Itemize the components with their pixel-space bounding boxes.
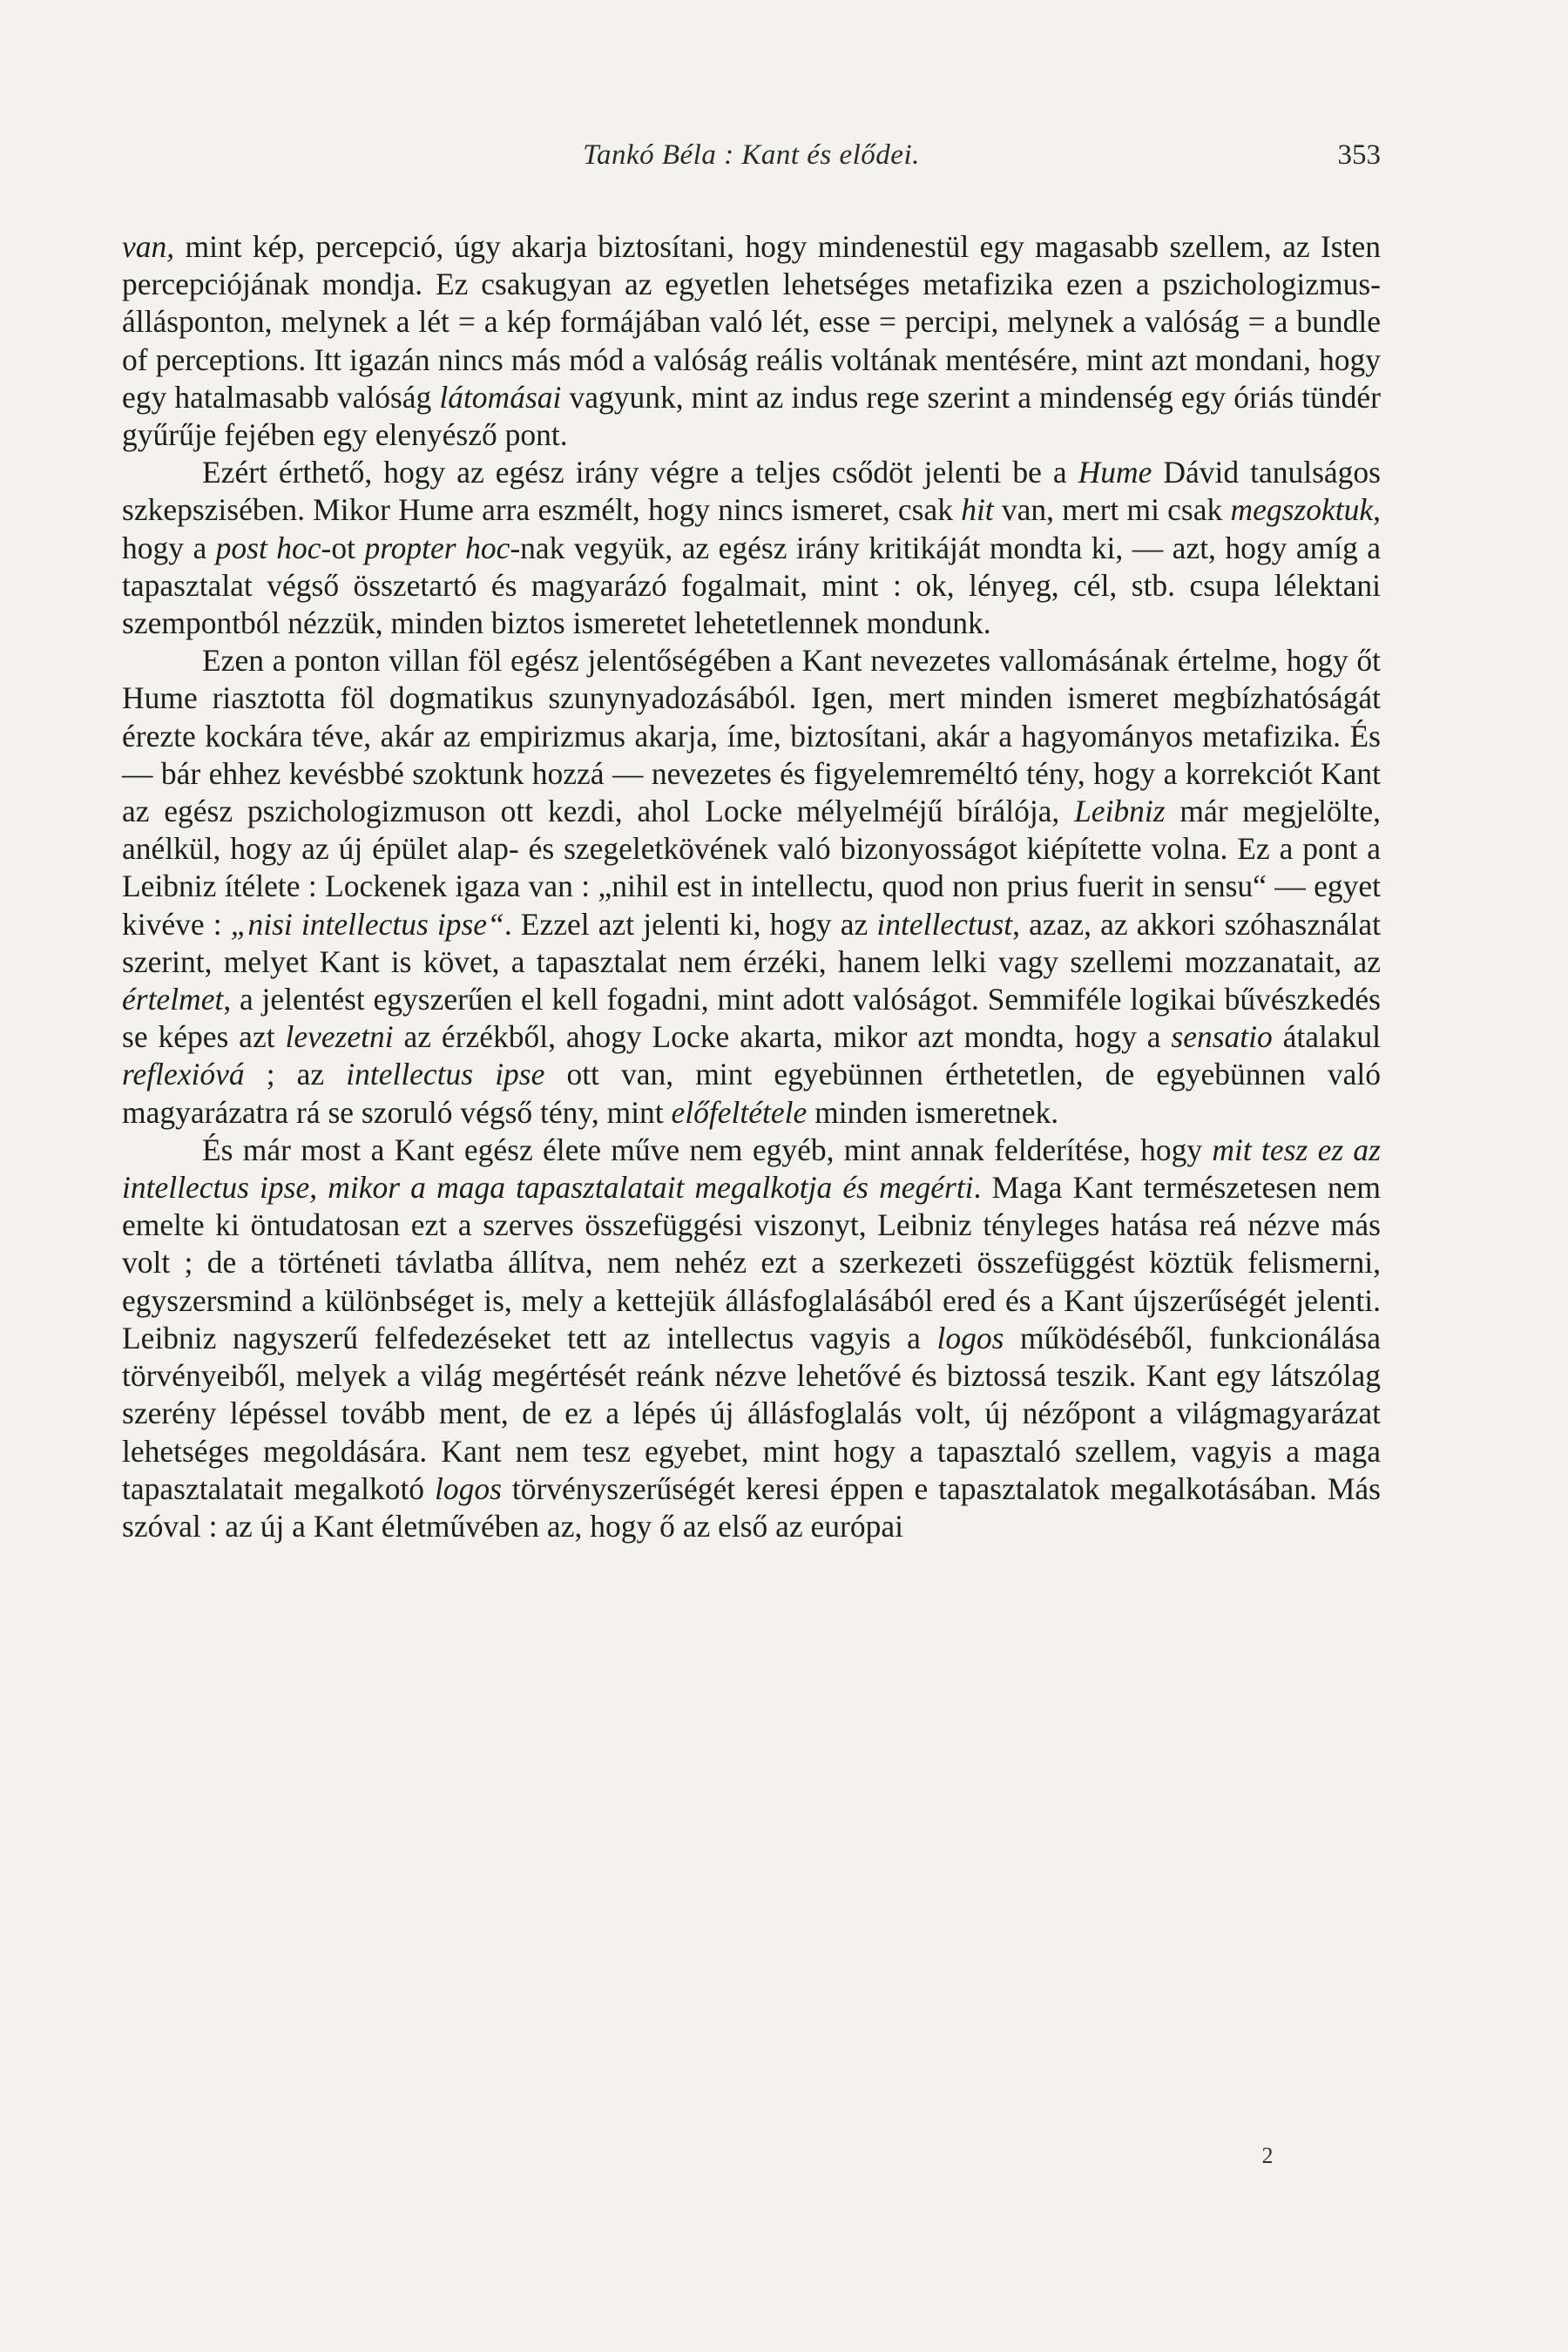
text-run: , azaz, az akkori szóhasználat szerint, melyet Kant is követ, a tapasztalat nem érzéki, hanem lelki vagy szellemi mozzanatait, az [122, 906, 1381, 979]
text-run: . Ezzel azt jelenti ki, hogy az [504, 906, 877, 942]
body-text [122, 228, 1381, 1545]
text-run: , a jelentést egyszerűen el kell fogadni, mint adott valóságot. Semmiféle logikai bűvészkedés se képes azt [122, 982, 1381, 1055]
text-run: ; az [244, 1057, 347, 1092]
italic-run: post hoc [215, 530, 321, 565]
italic-run: mit tesz ez az intellectus ipse, mikor a maga tapasztalatait megalkotja és megérti [122, 1132, 1381, 1206]
text-run: átalakul [1272, 1019, 1382, 1055]
italic-run: logos [435, 1470, 502, 1506]
italic-run: intellectus ipse [346, 1057, 545, 1092]
italic-run: Leibniz [1074, 794, 1166, 829]
italic-run: Hume [1078, 455, 1152, 490]
text-run: Dávid tanulságos szkepszisében. Mikor Hume arra eszmélt, hogy nincs ismeret, csak [122, 455, 1381, 528]
italic-run: intellectust [876, 906, 1013, 942]
paragraph [122, 1132, 1381, 1545]
text-run: -ot [321, 530, 365, 565]
text-run: az érzékből, ahogy Locke akarta, mikor azt mondta, hogy a [393, 1019, 1172, 1055]
italic-run: látomásai [439, 379, 562, 415]
running-head [122, 139, 1381, 174]
page-number: 353 [1337, 139, 1381, 171]
italic-run: „nisi intellectus ipse“ [230, 906, 504, 942]
paragraph [122, 642, 1381, 1132]
text-run: mint kép, percepció, úgy akarja biztosítani, hogy mindenestül egy magasabb szellem, az Isten percepciójának mondja. Ez csakugyan az egyetlen lehetséges metafizika ezen a pszichologizmus-állásponton, melynek a lét = a kép formájában való lét, esse = percipi, melynek a valóság = a bundle of perceptions. Itt igazán nincs más mód a valóság reális voltának mentésére, mint azt mondani, hogy egy hatalmasabb valóság [122, 229, 1381, 415]
text-run: ott van, mint egyebünnen érthetetlen, de egyebünnen való magyarázatra rá se szoruló végső tény, mint [122, 1057, 1381, 1130]
text-run: -nak vegyük, az egész irány kritikáját mondta ki, — azt, hogy amíg a tapasztalat végső összetartó és magyarázó fogalmait, mint : ok, lényeg, cél, stb. csupa lélektani szempontból nézzük, minden biztos ismeretet lehetetlennek mondunk. [122, 530, 1382, 641]
italic-run: hit [961, 492, 994, 528]
text-run: Ezért érthető, hogy az egész irány végre a teljes csődöt jelenti be a [202, 455, 1078, 490]
text-run: már megjelölte, anélkül, hogy az új épület alap- és szegeletkövének való bizonyosságot kiépítette volna. Ez a pont a Leibniz ítélete : Lockenek igaza van : „nihil est in intellectu, quod non prius fuerit in sensu“ — egyet kivéve : [122, 794, 1381, 942]
running-title: Tankó Béla : Kant és elődei. [583, 139, 920, 171]
italic-run: sensatio [1171, 1019, 1273, 1055]
signature-mark: 2 [1261, 2143, 1274, 2168]
italic-run: értelmet [122, 982, 224, 1017]
text-run: vagyunk, mint az indus rege szerint a mindenség egy óriás tündér gyűrűje fejében egy elenyésző pont. [122, 379, 1381, 453]
italic-run: reflexióvá [122, 1057, 245, 1092]
text-run: törvényszerűségét keresi éppen e tapasztalatok megalkotásában. Más szóval : az új a Kant életművében az, hogy ő az első az európai [122, 1470, 1381, 1544]
italic-run: megszoktuk [1230, 492, 1374, 528]
text-run: működéséből, funkcionálása törvényeiből, melyek a világ megértését reánk nézve lehetővé és biztossá teszik. Kant egy látszólag szerény lépéssel tovább ment, de ez a lépés új állásfoglalás volt, új nézőpont a világmagyarázat lehetséges megoldására. Kant nem tesz egyebet, mint hogy a tapasztaló szellem, vagyis a maga tapasztalatait megalkotó [122, 1320, 1382, 1506]
italic-run: logos [936, 1320, 1004, 1355]
text-run: . Maga Kant természetesen nem emelte ki öntudatosan ezt a szerves összefüggési viszonyt, Leibniz tényleges hatása reá nézve más volt ; de a történeti távlatba állítva, nem nehéz ezt a szerkezeti összefüggést köztük felismerni, egyszersmind a különbséget is, mely a kettejük állásfoglalásából ered és a Kant újszerűségét jelenti. Leibniz nagyszerű felfedezéseket tett az intellectus vagyis a [122, 1170, 1381, 1355]
paragraph [122, 228, 1381, 454]
text-run: van, mert mi csak [993, 492, 1231, 528]
text-run: Ezen a ponton villan föl egész jelentőségében a Kant nevezetes vallomásának értelme, hogy őt Hume riasztotta föl dogmatikus szunynyadozásából. Igen, mert minden ismeret megbízhatóságát érezte kockára téve, akár az empirizmus akarja, íme, biztosítani, akár a hagyományos metafizika. És — bár ehhez kevésbbé szoktunk hozzá — nevezetes és figyelemreméltó tény, hogy a korrekciót Kant az egész pszichologizmuson ott kezdi, ahol Locke mélyelméjű bírálója, [122, 643, 1381, 829]
italic-run: előfeltétele [671, 1094, 808, 1130]
paragraph [122, 454, 1381, 642]
italic-run: levezetni [285, 1019, 394, 1055]
italic-run: van, [122, 229, 175, 264]
text-run: És már most a Kant egész élete műve nem egyéb, mint annak felderítése, hogy [202, 1132, 1213, 1167]
text-run: minden ismeretnek. [807, 1094, 1059, 1130]
text-run: , hogy a [122, 492, 1381, 565]
italic-run: propter hoc [364, 530, 510, 565]
